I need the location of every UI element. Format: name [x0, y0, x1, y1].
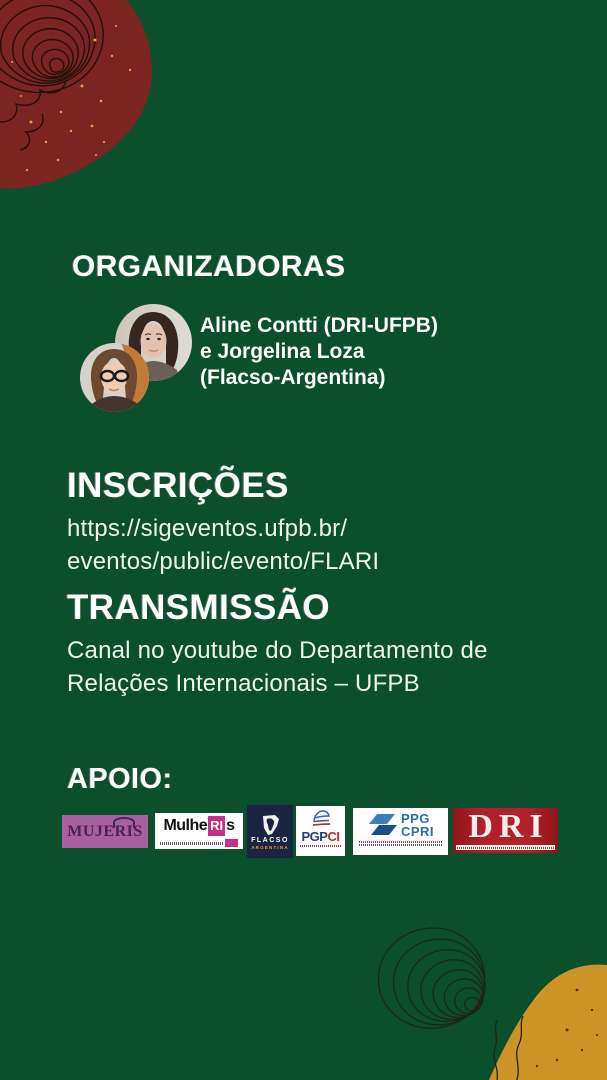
logo-flacso — [247, 805, 293, 858]
pgpci-tagline-microtext — [300, 845, 342, 847]
broadcast-text — [67, 634, 488, 700]
logo-ppg-cpri — [353, 808, 448, 855]
topo-blob-bottom-right — [377, 910, 607, 1080]
registration-url-line2: eventos/public/evento/FLARI — [67, 548, 380, 575]
topo-blob-top-left — [0, 0, 230, 220]
logo-dri — [453, 808, 558, 853]
mujeris-ri-arc: RI — [114, 822, 134, 840]
organizer-names-line1: Aline Contti (DRI-UFPB) — [200, 314, 438, 337]
organizer-names-line2: e Jorgelina Loza — [200, 340, 365, 363]
dri-wordmark: DRI — [468, 808, 549, 845]
mulheris-ri-box: RI — [208, 816, 225, 836]
mulheris-magenta-block — [225, 839, 238, 847]
dri-tagline-microtext — [457, 847, 554, 849]
flacso-name: FLACSO — [251, 836, 289, 844]
broadcast-text-line2: Relações Internacionais – UFPB — [67, 670, 420, 697]
broadcast-text-line1: Canal no youtube do Departamento de — [67, 637, 488, 664]
organizer-names — [200, 313, 438, 391]
registration-url — [67, 512, 379, 578]
ppg-cpri-tagline-microtext-1 — [359, 841, 443, 843]
flacso-map-icon — [259, 814, 281, 836]
organizer-names-line3: (Flacso-Argentina) — [200, 366, 386, 389]
ppg-cpri-tagline-microtext-2 — [359, 844, 443, 846]
logo-mulheris — [155, 813, 243, 849]
dri-tagline-strip — [456, 845, 555, 850]
organizer-photo-glasses — [80, 343, 149, 412]
logo-pgpci — [296, 806, 345, 856]
ppg-cpri-wordmark: PPG CPRI — [400, 811, 435, 839]
mulheris-tagline-microtext — [160, 842, 223, 845]
registration-url-line1: https://sigeventos.ufpb.br/ — [67, 515, 348, 542]
pgpci-globe-icon — [310, 808, 332, 830]
mulheris-wordmark: Mulhe RI s — [163, 817, 235, 834]
registration-heading: INSCRIÇÕES — [67, 466, 289, 505]
pgpci-wordmark: PGPCI — [301, 829, 340, 844]
mulheris-tagline — [160, 839, 238, 847]
ppg-cpri-icon — [367, 812, 397, 838]
organizer-photos — [76, 300, 196, 415]
flacso-country: ARGENTINA — [251, 844, 289, 850]
mujeris-wordmark: MUJERIS — [67, 822, 143, 840]
organizers-heading: ORGANIZADORAS — [72, 250, 346, 283]
ppg-cpri-tagline — [359, 841, 443, 846]
logo-mujeris — [62, 815, 148, 848]
broadcast-heading: TRANSMISSÃO — [67, 588, 331, 627]
support-heading: APOIO: — [67, 763, 173, 795]
